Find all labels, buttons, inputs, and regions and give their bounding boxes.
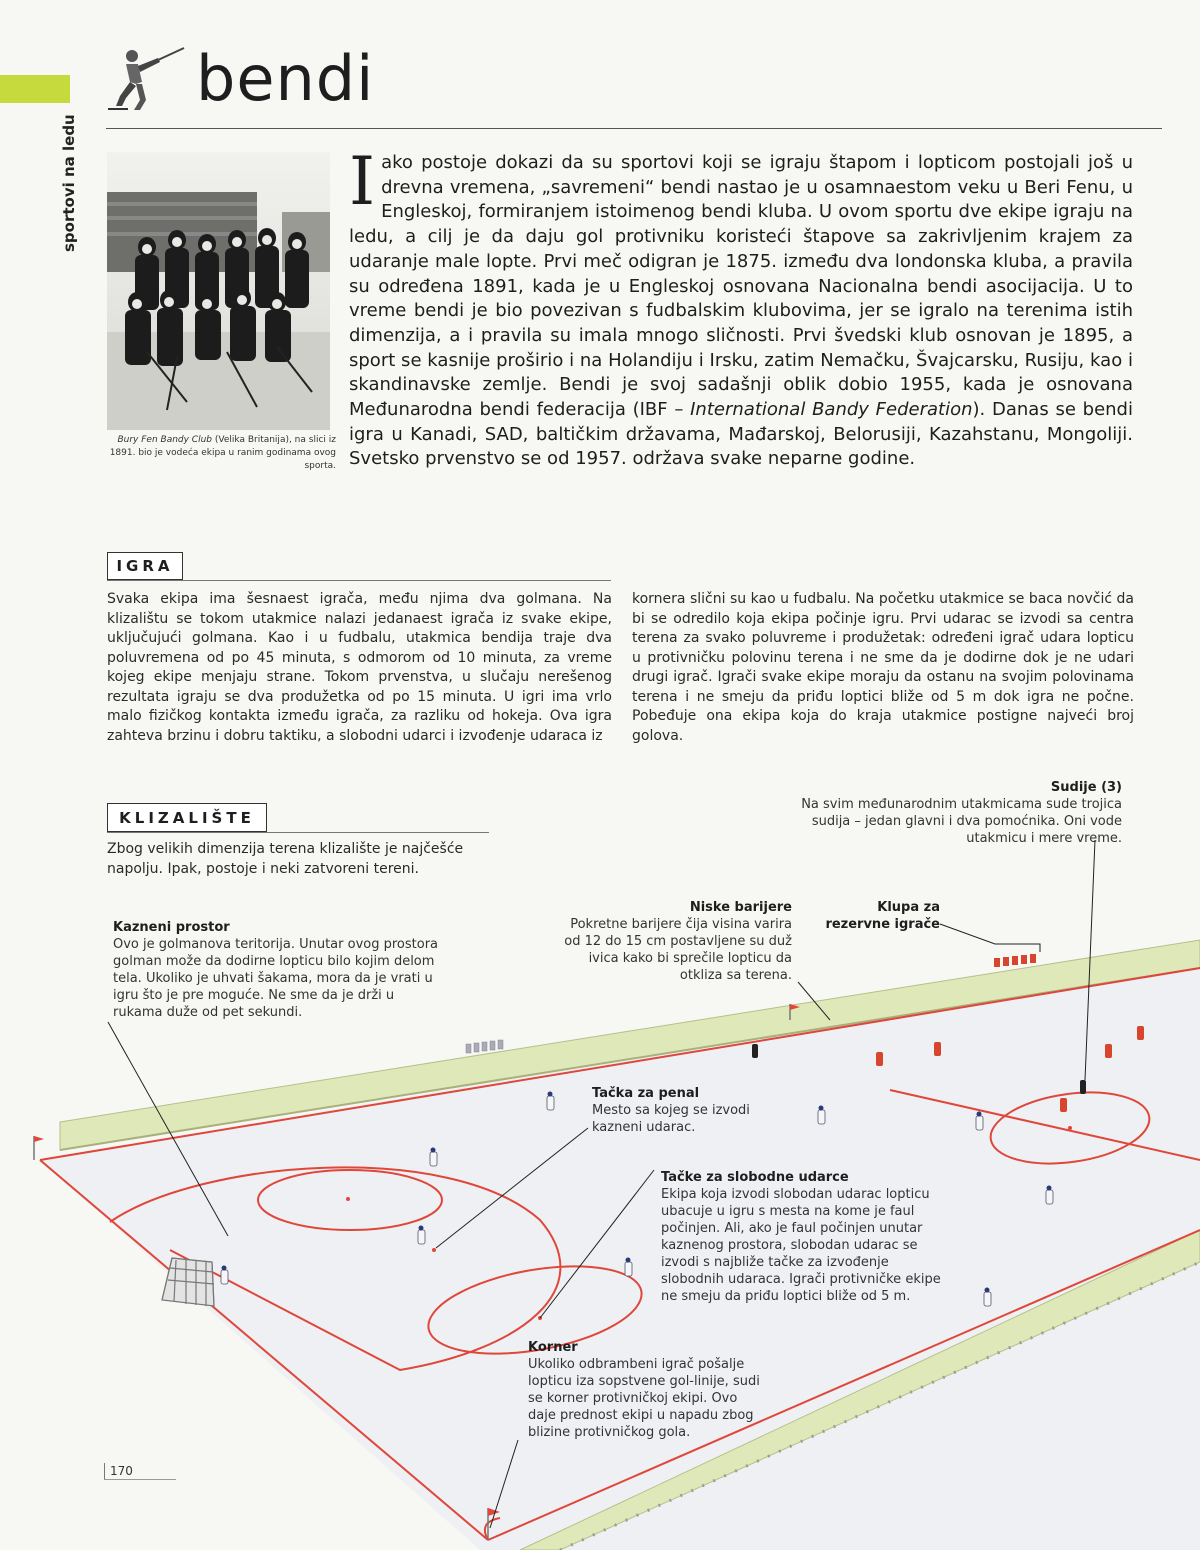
- annotation-title: Tačka za penal: [592, 1086, 700, 1101]
- annotation-title: Tačke za slobodne udarce: [661, 1170, 849, 1185]
- drop-cap: I: [349, 143, 376, 220]
- page-title: bendi: [196, 42, 375, 115]
- annotation-corner: Korner Ukoliko odbrambeni igrač pošalje lopticu iza sopstvene gol-linije, sudi se korner protivničkoj ekipi. Ovo daje prednost ekipi u napadu zbog blizine protivničkog gola.: [528, 1340, 760, 1440]
- intro-paragraph: Iako postoje dokazi da su sportovi koji se igraju štapom i lopticom postojali još u drevna vremena, „savremeni“ bendi nastao je u osamnaestom veku u Beri Fenu, u Engleskoj, formiranjem istoimenog bendi kluba. U ovom sportu dve ekipe igraju na ledu, a cilj je da daju gol protivniku koristeći štapove sa zakrivljenim krajem za udaranje male lopte. Prvi meč odigran je 1875. između dva londonska kluba, a pravila su određena 1891, kada je u Engleskoj osnovana Nacionalna bendi asocijacija. U to vreme bendi je bio povezivan s fudbalskim klubovima, jer se igralo na terenima istih dimenzija, a i pravila su imala mnogo sličnosti. Prvi švedski klub osnovan je 1895, a sport se kasnije proširio i na Holandiju i Irsku, zatim Nemačku, Švajcarsku, Rusiju, kao i skandinavske zemlje. Bendi je svoj sadašnji oblik dobio 1955, kada je osnovana Međunarodna bendi federacija (IBF – International Bandy Federation). Danas se bendi igra u Kanadi, SAD, baltičkim državama, Mađarskoj, Belorusiji, Kazahstanu, Mongoliji. Svetsko prvenstvo se od 1957. održava svake neparne godine.: [349, 143, 1133, 470]
- page-number-rule: [104, 1479, 176, 1480]
- igra-column-1: Svaka ekipa ima šesnaest igrača, među njima dva golmana. Na klizalištu se tokom utakmice nalazi jedanaest igrača iz svake ekipe, uključujući golmana. Kao i u fudbalu, utakmica bendija traje dva poluvremena od po 45 minuta, s odmorom od 10 minuta, za vreme kojeg ekipe menjaju strane. Tokom prvenstva, u slučaju nerešenog rezultata igraju se dva produžetka od po 15 minuta. U igri ima vrlo malo fizičkog kontakta između igrača, za razliku od hokeja. Ova igra zahteva brzinu i dobru taktiku, a slobodni udarci i izvođenje udaraca iz: [107, 591, 612, 744]
- page-number: 170: [110, 1464, 133, 1478]
- annotation-title: Sudije (3): [1050, 780, 1122, 795]
- annotation-title: Klupa za rezervne igrače: [825, 900, 940, 932]
- section-label: sportovi na ledu: [60, 114, 78, 252]
- annotation-title: Kazneni prostor: [113, 920, 230, 935]
- annotation-referees: Sudije (3) Na svim međunarodnim utakmicama sude trojica sudija – jedan glavni i dva pomoćnika. Oni vode utakmicu i mere vreme.: [770, 779, 1122, 847]
- annotation-penalty-spot: Tačka za penal Mesto sa kojeg se izvodi kazneni udarac.: [592, 1085, 772, 1136]
- annotation-title: Korner: [528, 1340, 578, 1355]
- page-number-tick: [104, 1463, 105, 1479]
- igra-column-2: kornera slični su kao u fudbalu. Na početku utakmice se baca novčić da bi se odredilo koja ekipa počinje igru. Prvi udarac se izvodi sa centra terena za svako poluvreme i produžetak: određeni igrač udara lopticu u protivničku polovinu terena i ne sme da je dodirne dok je ne udari drugi igrač. Igrači svake ekipe moraju da ostanu na svojim polovinama terena i ne smeju da priđu loptici bliže od 5 m dok igra ne počne. Pobeđuje ona ekipa koja do kraja utakmice postigne najveći broj golova.: [632, 591, 1134, 744]
- annotation-barriers: Niske barijere Pokretne barijere čija visina varira od 12 do 15 cm postavljene su duž ivica kako bi sprečile lopticu da otkliza sa terena.: [556, 899, 792, 984]
- annotation-bench: [820, 899, 940, 933]
- klizaliste-heading: KLIZALIŠTE: [107, 803, 267, 832]
- annotation-penalty-area: Kazneni prostor Ovo je golmanova teritorija. Unutar ovog prostora golman može da dodirne lopticu bilo kojim delom tela. Ukoliko je uhvati šakama, mora da je vrati u igru što je pre moguće. Ne sme da je drži u rukama duže od pet sekundi.: [113, 919, 441, 1021]
- igra-heading: IGRA: [107, 552, 183, 580]
- annotation-free-strike-spots: Tačke za slobodne udarce Ekipa koja izvodi slobodan udarac lopticu ubacuje u igru s mesta na kome je faul počinjen. Ali, ako je faul počinjen unutar kaznenog prostora, slobodan udarac se izvodi s najbliže tačke za izvođenje slobodnih udaraca. Igrači protivničke ekipe ne smeju da priđu loptici bliže od 5 m.: [661, 1169, 951, 1305]
- annotation-title: Niske barijere: [689, 900, 792, 915]
- klizaliste-text: Zbog velikih dimenzija terena klizalište je najčešće napolju. Ipak, postoje i neki zatvoreni tereni.: [107, 841, 464, 877]
- photo-caption: Bury Fen Bandy Club (Velika Britanija), na slici iz 1891. bio je vodeća ekipa u ranim godinama ovog sporta.: [109, 435, 336, 471]
